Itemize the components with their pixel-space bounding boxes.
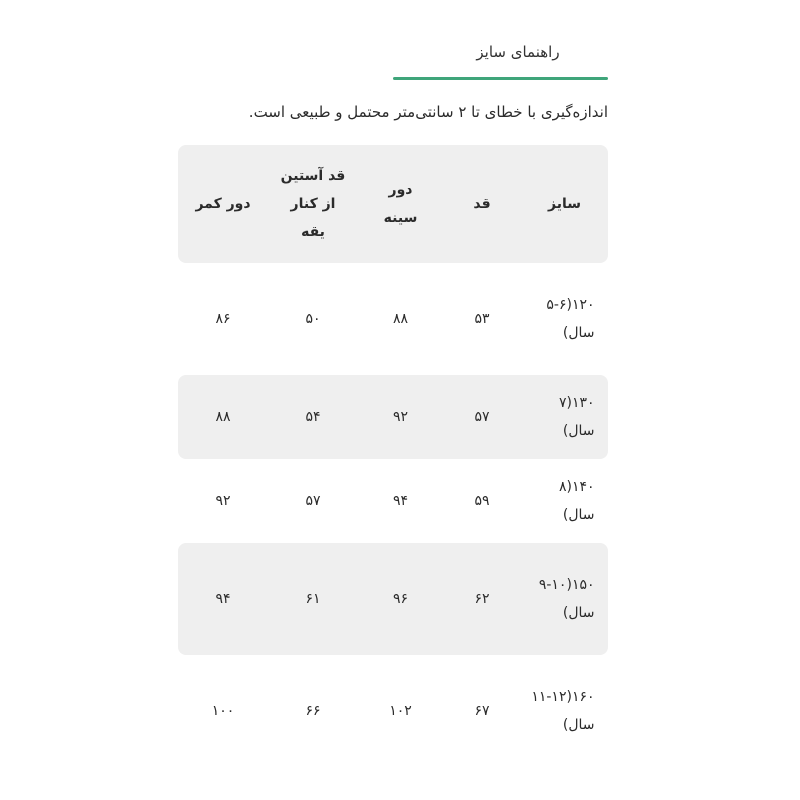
- column-header-chest: دور سینه: [358, 145, 443, 263]
- table-row: [178, 263, 608, 375]
- cell-sleeve: ۵۴: [268, 375, 358, 459]
- cell-height: ۶۲: [443, 543, 521, 655]
- cell-sleeve: ۶۱: [268, 543, 358, 655]
- cell-sleeve: ۵۷: [305, 493, 321, 509]
- cell-size: ۱۳۰(۷ سال): [521, 375, 608, 459]
- cell-height: ۵۷: [443, 375, 521, 459]
- active-tab-indicator: [393, 77, 608, 80]
- cell-size: ۱۶۰(۱۱-۱۲ سال): [531, 689, 595, 733]
- cell-waist: ۸۶: [215, 311, 231, 327]
- cell-waist: ۹۴: [178, 543, 268, 655]
- cell-height: ۶۷: [474, 703, 490, 719]
- cell-chest: ۹۶: [358, 543, 443, 655]
- table-header-row: [178, 145, 608, 263]
- size-guide-panel: [178, 0, 608, 767]
- cell-size: ۱۴۰(۸ سال): [558, 479, 595, 523]
- column-header-size: سایز: [521, 145, 608, 263]
- column-header-waist: دور کمر: [178, 145, 268, 263]
- cell-sleeve: ۶۶: [305, 703, 321, 719]
- cell-chest: ۹۲: [358, 375, 443, 459]
- cell-waist: ۱۰۰: [211, 703, 235, 719]
- size-table: [178, 145, 608, 767]
- cell-height: ۵۹: [474, 493, 490, 509]
- cell-waist: ۹۲: [215, 493, 231, 509]
- table-row: [178, 655, 608, 767]
- tab-bar: [178, 0, 608, 80]
- cell-size: ۱۵۰(۹-۱۰ سال): [521, 543, 608, 655]
- cell-size: ۱۲۰(۵-۶ سال): [546, 297, 595, 341]
- cell-chest: ۸۸: [392, 311, 409, 327]
- cell-chest: ۹۴: [392, 493, 409, 509]
- column-header-sleeve: قد آستین از کنار یقه: [268, 145, 358, 263]
- tab-size-guide[interactable]: [393, 30, 608, 80]
- table-row: [178, 459, 608, 543]
- cell-height: ۵۳: [474, 311, 490, 327]
- cell-waist: ۸۸: [178, 375, 268, 459]
- tab-size-guide-label: راهنمای سایز: [476, 43, 560, 61]
- cell-chest: ۱۰۲: [389, 703, 412, 719]
- measurement-note: اندازه‌گیری با خطای تا ۲ سانتی‌متر محتمل و طبیعی است.: [248, 103, 608, 121]
- table-row: [178, 543, 608, 655]
- table-row: [178, 375, 608, 459]
- cell-sleeve: ۵۰: [305, 311, 321, 327]
- column-header-height: قد: [443, 145, 521, 263]
